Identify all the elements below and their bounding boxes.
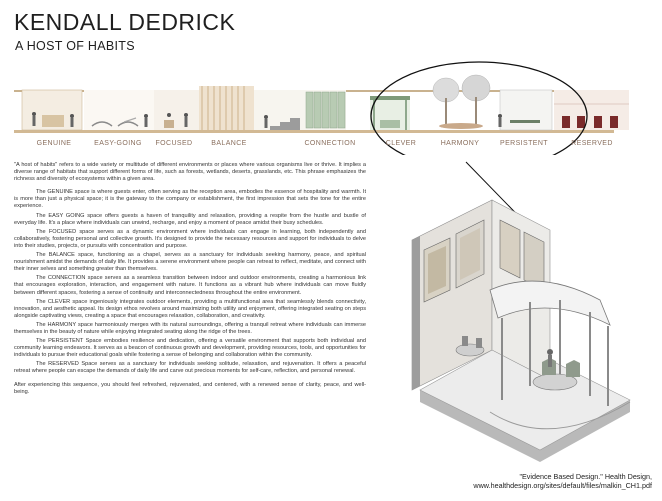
outro-paragraph: After experiencing this sequence, you should feel refreshed, rejuvenated, and centered, with a renewed sense of clarity, peace, and well-being. <box>14 381 366 395</box>
harmony-paragraph: The HARMONY space harmoniously merges with its natural surroundings, offering a tranquil retreat where individuals can immerse themselves in the beauty of nature while enjoying integrated seating along the ridge of the trees. <box>14 321 366 335</box>
genuine-paragraph: The GENUINE space is where guests enter, often serving as the reception area, embodies the essence of hospitality and warmth. It is more than just a physical space; it is the gateway to the company or establishment, the first impression that sets the tone for the entire experience. <box>14 189 366 210</box>
body-text <box>14 162 366 398</box>
zone-balance-sketch <box>199 86 254 130</box>
zone-label-reserved: RESERVED <box>571 140 613 147</box>
zone-label-harmony: HARMONY <box>440 140 480 147</box>
connection-paragraph: The CONNECTION space serves as a seamless transition between indoor and outdoor environments, creating a harmonious link that encourages exploration, interaction, and engagement with nature. It functions as a vibrant hub where individuals can move fluidly between different spaces, fostering a sense of continuity and interconnectedness throughout the entire environment. <box>14 275 366 296</box>
zone-label-connection: CONNECTION <box>304 140 356 147</box>
zone-label-focused: FOCUSED <box>155 140 193 147</box>
persistent-paragraph: The PERSISTENT Space embodies resilience and dedication, offering a versatile environment that supports both individual and community learning endeavors. It serves as a beacon of continuous growth and development, providing resources, tools, and opportunities for individuals to pursue their educational goals while fostering a sense of belonging and collaboration within the community. <box>14 338 366 359</box>
zone-reserved-sketch <box>554 90 629 130</box>
zone-persistent-sketch <box>498 90 552 130</box>
balance-paragraph: The BALANCE space, functioning as a chapel, serves as a sanctuary for individuals seeking harmony, peace, and spiritual nourishment amidst the demands of daily life. It provides a serene environment where people can retreat to reflect, meditate, and connect with their inner selves and something greater than themselves. <box>14 252 366 273</box>
page-subtitle: A HOST OF HABITS <box>15 39 135 53</box>
zone-clever-sketch <box>370 96 410 130</box>
citation <box>392 472 652 490</box>
zone-connection-sketch <box>254 90 346 130</box>
clever-paragraph: The CLEVER space ingeniously integrates outdoor elements, providing a multifunctional area that seamlessly blends connectivity, innovation, and aesthetic appeal. Its design ethos revolves around maximizing both utility and enjoyment, offering integrated seating on steps alongside captivating views, creating a space that encourages relaxation, collaboration, and creativity. <box>14 298 366 319</box>
easy-going-paragraph: The EASY GOING space offers guests a haven of tranquility and relaxation, providing a respite from the hustle and bustle of everyday life. It's a place where individuals can unwind, recharge, and enjoy a moment of peace amidst their busy schedules. <box>14 212 366 226</box>
intro-paragraph: "A host of habits" refers to a wide variety or multitude of different environments or places where various organisms live or thrive. It implies a diverse range of habitats that support different forms of life, such as forests, wetlands, deserts, grasslands, etc. This phrase emphasizes the richness and diversity of ecosystems within a given area. <box>14 162 366 183</box>
zone-harmony-sketch <box>433 75 490 129</box>
zone-easy-going-sketch <box>84 90 154 130</box>
focused-paragraph: The FOCUSED space serves as a dynamic environment where individuals can engage in learning, both independently and collaboratively, fostering personal and collective growth. It's designed to provide the necessary resources and support for individuals to delve into their studies, projects, or pursuits with concentration and purpose. <box>14 228 366 249</box>
reserved-paragraph: The RESERVED Space serves as a sanctuary for individuals seeking solitude, relaxation, and rejuvenation. It offers a peaceful retreat where people can escape the demands of daily life and carve out precious moments for self-care, reflection, and personal renewal. <box>14 361 366 375</box>
zone-label-easy-going: EASY-GOING <box>94 140 142 147</box>
zone-label-genuine: GENUINE <box>36 140 72 147</box>
zone-label-clever: CLEVER <box>385 140 417 147</box>
zone-label-persistent: PERSISTENT <box>500 140 548 147</box>
zone-genuine-sketch <box>22 90 82 130</box>
page-title: KENDALL DEDRICK <box>14 9 236 35</box>
isometric-view-illustration <box>380 150 650 468</box>
citation-line-2: www.healthdesign.org/sites/default/files/malkin_CH1.pdf <box>473 481 652 490</box>
zone-focused-sketch <box>154 90 199 130</box>
zone-label-balance: BALANCE <box>211 140 247 147</box>
citation-line-1: "Evidence Based Design." Health Design, <box>519 472 652 481</box>
